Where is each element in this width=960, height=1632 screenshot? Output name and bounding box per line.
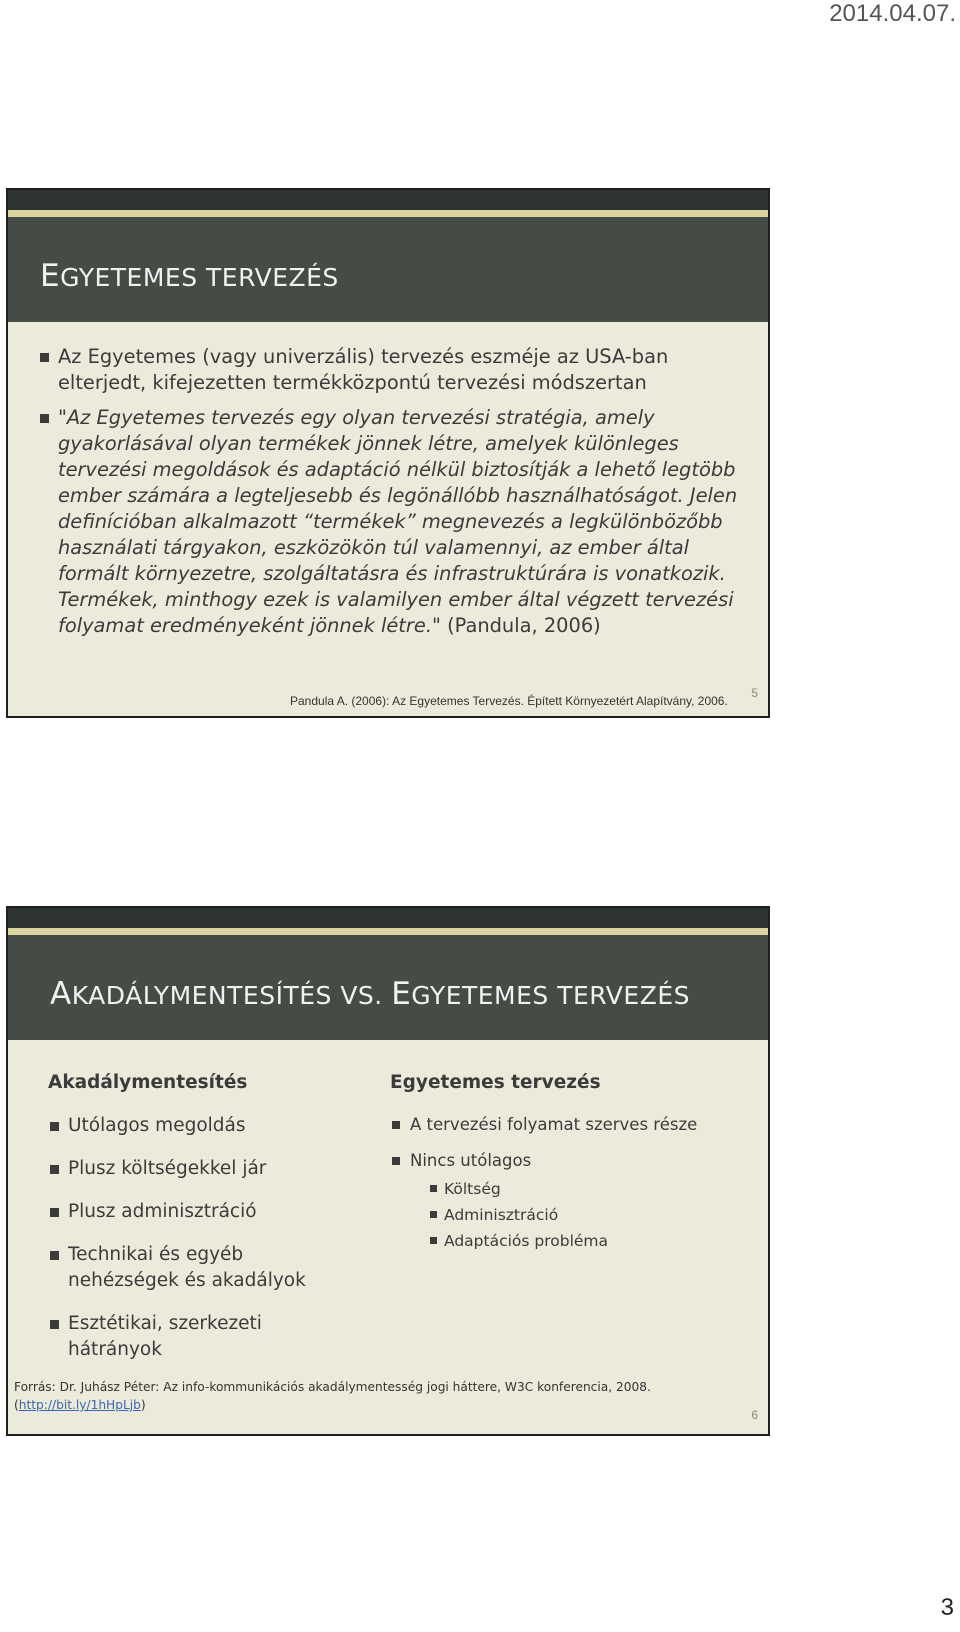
sub-bullet-item: Költség: [428, 1176, 720, 1202]
title-rest: KADÁLYMENTESÍTÉS VS.: [71, 981, 392, 1010]
sub-bullet-list: [428, 1176, 720, 1254]
slide-accent-stripe: [8, 928, 768, 935]
bullet-item: A tervezési folyamat szerves része: [390, 1113, 720, 1137]
slide-body: [8, 322, 768, 716]
bullet-item: Technikai és egyéb nehézségek és akadályok: [48, 1242, 348, 1294]
slide-body: [8, 1040, 768, 1434]
bullet-list: [390, 1113, 720, 1254]
bullet-item-quote: [38, 405, 744, 639]
bullet-item: Plusz adminisztráció: [48, 1199, 348, 1225]
title-rest: GYETEMES TERVEZÉS: [411, 981, 690, 1010]
slide-top-bar: [8, 190, 768, 217]
slide-title: [40, 258, 339, 294]
slide-title: [50, 976, 690, 1012]
bullet-item: Plusz költségekkel jár: [48, 1156, 348, 1182]
source-paren-open: (: [14, 1398, 19, 1412]
reference-note: Pandula A. (2006): Az Egyetemes Tervezés. Épített Környezetért Alapítvány, 2006.: [290, 694, 728, 708]
sub-bullet-item: Adminisztráció: [428, 1202, 720, 1228]
page-number: 3: [940, 1594, 954, 1621]
slide-number: 6: [751, 1408, 758, 1422]
bullet-text: Az Egyetemes (vagy univerzális) tervezés eszméje az USA-ban elterjedt, kifejezetten termékközpontú tervezési módszertan: [58, 345, 669, 394]
bullet-text: Nincs utólagos: [410, 1151, 532, 1170]
slide-top-bar: [8, 908, 768, 935]
title-rest: GYETEMES TERVEZÉS: [60, 263, 339, 292]
sub-bullet-item: Adaptációs probléma: [428, 1228, 720, 1254]
bullet-item: Utólagos megoldás: [48, 1113, 348, 1139]
bullet-item: [38, 344, 744, 396]
column-universal-design: [390, 1072, 720, 1266]
quote-citation: " (Pandula, 2006): [431, 614, 601, 637]
slide-6: [6, 906, 770, 1436]
bullet-list: [48, 1113, 348, 1363]
definition-quote: "Az Egyetemes tervezés egy olyan tervezési stratégia, amely gyakorlásával olyan termékek jönnek létre, amelyek különleges tervezési megoldások és adaptáció nélkül biztosítják a lehető legtöbb ember számára a legteljesebb és legönállóbb használhatóságot. Jelen definícióban alkalmazott “termékek” megnevezés a legkülönbözőbb használati tárgyakon, eszközökön túl valamennyi, az ember által formált környezetre, szolgáltatásra és infrastruktúrára is vonatkozik. Termékek, minthogy ezek is valamilyen ember által végzett tervezési folyamat eredményeként jönnek létre.: [58, 406, 738, 637]
slide-5: [6, 188, 770, 718]
page-date: 2014.04.07.: [829, 0, 956, 27]
source-text: Forrás: Dr. Juhász Péter: Az info-kommunikációs akadálymentesség jogi háttere, W3C konferencia, 2008.: [14, 1380, 651, 1394]
title-initial: A: [50, 976, 72, 1012]
slide-accent-stripe: [8, 210, 768, 217]
slide-header: [8, 935, 768, 1040]
slide-number: 5: [751, 686, 758, 700]
title-initial: E: [40, 258, 61, 294]
bullet-item: [390, 1149, 720, 1254]
bullet-list: [38, 344, 744, 648]
source-note: [14, 1378, 651, 1414]
slide-header: [8, 217, 768, 322]
source-paren-close: ): [140, 1398, 146, 1412]
title-initial: E: [391, 976, 412, 1012]
column-heading: Egyetemes tervezés: [390, 1072, 601, 1093]
bullet-item: Esztétikai, szerkezeti hátrányok: [48, 1311, 348, 1363]
column-heading: Akadálymentesítés: [48, 1072, 248, 1093]
source-link[interactable]: http://bit.ly/1hHpLjb: [18, 1398, 141, 1412]
column-accessibility: [48, 1072, 348, 1380]
